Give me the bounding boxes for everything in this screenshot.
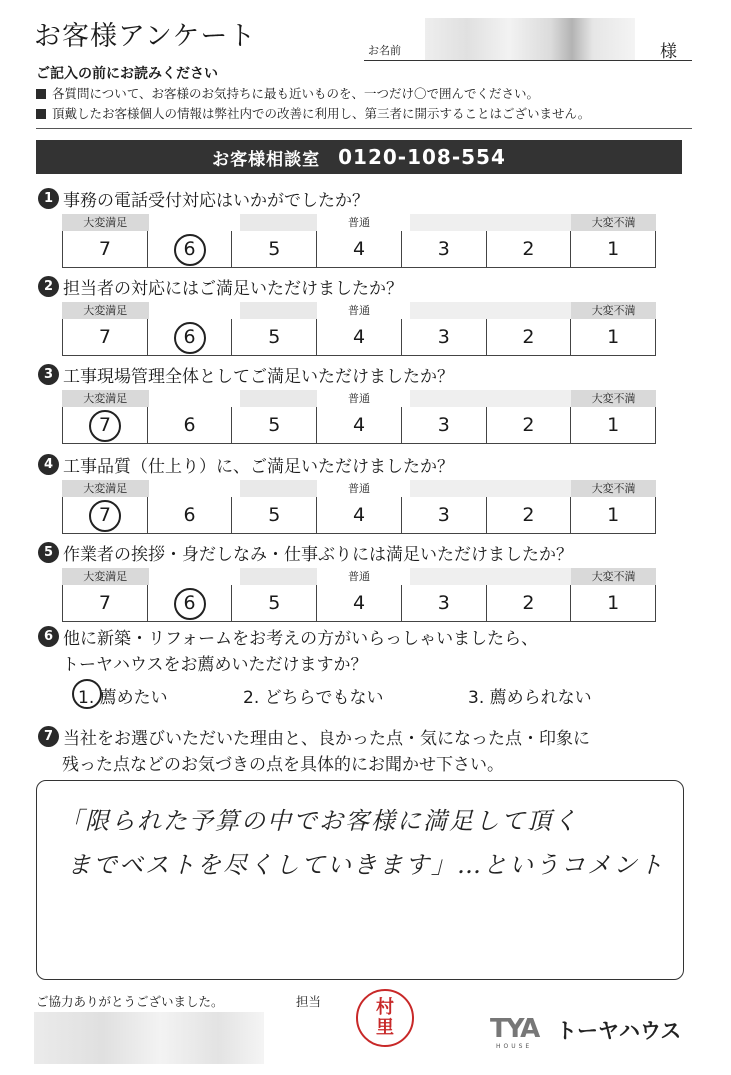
question-number-icon: 3 [38,364,59,385]
question-4-text: 工事品質（仕上り）に、ご満足いただけましたか？ [63,457,454,477]
scale-label-neutral: 普通 [347,482,370,495]
rating-option-3[interactable]: 3 [401,497,486,533]
rating-scale [62,300,656,356]
scale-shade-bar [240,214,316,231]
customer-service-banner [36,140,682,174]
redacted-area [34,1012,264,1064]
rating-option-5[interactable]: 5 [231,407,316,443]
rating-option-4[interactable]: 4 [316,497,401,533]
scale-shade-bar [410,302,571,319]
rating-option-4[interactable]: 4 [316,231,401,267]
scale-label-very-dissatisfied: 大変不満 [571,214,656,231]
scale-label-neutral: 普通 [347,304,370,317]
question-number-icon: 6 [38,626,59,647]
rating-scale [62,212,656,268]
circled-answer-mark [174,588,206,620]
question-5 [38,540,573,565]
question-2 [38,274,403,299]
rating-option-1[interactable]: 1 [570,319,656,355]
rating-option-2[interactable]: 2 [486,231,571,267]
logo-text: トーヤハウス [556,1019,682,1043]
rating-option-4[interactable]: 4 [316,407,401,443]
question-7 [38,724,590,749]
rating-cells [62,585,656,621]
scale-label-very-satisfied: 大変満足 [62,480,149,497]
rating-option-6[interactable]: 6 [147,407,232,443]
question-7-text: 当社をお選びいただいた理由と、良かった点・気になった点・印象に [63,729,590,749]
scale-label-very-dissatisfied: 大変不満 [571,302,656,319]
rating-option-2[interactable]: 2 [486,497,571,533]
scale-label-neutral: 普通 [347,216,370,229]
option-neutral[interactable]: 2. どちらでもない [243,688,384,708]
rating-option-3[interactable]: 3 [401,231,486,267]
rating-cells [62,231,656,267]
scale-label-very-satisfied: 大変満足 [62,214,149,231]
scale-label-very-satisfied: 大変満足 [62,390,149,407]
question-number-icon: 4 [38,454,59,475]
scale-label-very-satisfied: 大変満足 [62,568,149,585]
question-6-text: 他に新築・リフォームをお考えの方がいらっしゃいましたら、 [63,629,539,649]
rating-option-6[interactable]: 6 [147,497,232,533]
option-not-recommend[interactable]: 3. 薦められない [468,688,592,708]
circled-answer-mark [174,322,206,354]
scale-label-very-dissatisfied: 大変不満 [571,390,656,407]
rating-option-4[interactable]: 4 [316,319,401,355]
square-bullet-icon [36,89,46,99]
logo-mark: TYA HOUSE [490,1014,539,1050]
rating-option-1[interactable]: 1 [570,497,656,533]
instruction-note-1: 各質問について、お客様のお気持ちに最も近いものを、一つだけ〇で囲んでください。 [36,84,539,102]
rating-option-1[interactable]: 1 [570,407,656,443]
scale-label-very-dissatisfied: 大変不満 [571,568,656,585]
rating-option-5[interactable]: 5 [231,585,316,621]
scale-shade-bar [410,480,571,497]
scale-shade-bar [410,390,571,407]
rating-option-7[interactable]: 7 [62,319,147,355]
question-5-text: 作業者の挨拶・身だしなみ・仕事ぶりには満足いただけましたか？ [63,545,573,565]
scale-shade-bar [240,302,316,319]
rating-option-7[interactable]: 7 [62,585,147,621]
circled-answer-mark [89,410,121,442]
scale-shade-bar [240,480,316,497]
scale-label-neutral: 普通 [347,392,370,405]
option-recommend[interactable]: 1. 薦めたい [78,683,243,708]
question-4 [38,452,454,477]
rating-option-3[interactable]: 3 [401,585,486,621]
question-3-text: 工事現場管理全体としてご満足いただけましたか？ [63,367,454,387]
circled-answer-mark [174,234,206,266]
rating-scale [62,388,656,444]
rating-scale [62,478,656,534]
rating-option-7[interactable]: 7 [62,407,147,443]
rating-cells [62,319,656,355]
name-label: お名前 [368,44,401,57]
rating-option-3[interactable]: 3 [401,319,486,355]
thanks-message: ご協力ありがとうございました。 [36,994,224,1009]
question-6 [38,624,538,649]
scale-shade-bar [240,568,316,585]
rating-option-5[interactable]: 5 [231,231,316,267]
recommend-options [78,683,678,708]
rating-option-7[interactable]: 7 [62,231,147,267]
rating-option-3[interactable]: 3 [401,407,486,443]
rating-option-1[interactable]: 1 [570,585,656,621]
rating-option-4[interactable]: 4 [316,585,401,621]
instruction-note-2: 頂戴したお客様個人の情報は弊社内での改善に利用し、第三者に開示することはございません。 [36,104,590,122]
question-1-text: 事務の電話受付対応はいかがでしたか？ [63,191,369,211]
rating-option-5[interactable]: 5 [231,319,316,355]
circled-answer-mark [89,500,121,532]
scale-label-very-dissatisfied: 大変不満 [571,480,656,497]
rating-option-6[interactable]: 6 [147,585,232,621]
rating-option-2[interactable]: 2 [486,319,571,355]
divider [36,128,692,129]
question-1 [38,186,369,211]
banner-phone: 0120-108-554 [338,145,506,169]
rating-option-1[interactable]: 1 [570,231,656,267]
staff-seal-stamp: 村 里 [356,989,414,1047]
rating-option-2[interactable]: 2 [486,585,571,621]
rating-cells [62,497,656,533]
question-6-text-cont: トーヤハウスをお薦めいただけますか？ [62,655,368,675]
rating-option-6[interactable]: 6 [147,319,232,355]
name-suffix: 様 [660,42,677,62]
handwritten-comment-line-2: までベストを尽くしていきます」…というコメント [67,851,665,879]
rating-option-7[interactable]: 7 [62,497,147,533]
question-number-icon: 7 [38,726,59,747]
banner-label: お客様相談室 [212,149,321,170]
question-number-icon: 1 [38,188,59,209]
question-2-text: 担当者の対応にはご満足いただけましたか？ [63,279,403,299]
question-7-text-cont: 残った点などのお気づきの点を具体的にお聞かせ下さい。 [62,755,504,775]
rating-option-6[interactable]: 6 [147,231,232,267]
scale-shade-bar [410,568,571,585]
rating-option-2[interactable]: 2 [486,407,571,443]
instructions-heading: ご記入の前にお読みください [36,66,218,82]
scale-label-neutral: 普通 [347,570,370,583]
company-logo [490,1016,681,1050]
question-3 [38,362,454,387]
rating-cells [62,407,656,443]
rating-option-5[interactable]: 5 [231,497,316,533]
circled-answer-mark [72,679,102,709]
question-number-icon: 5 [38,542,59,563]
staff-label: 担当 [296,994,322,1009]
name-underline [364,60,692,61]
scale-label-very-satisfied: 大変満足 [62,302,149,319]
comment-box[interactable] [36,780,684,980]
name-field-redacted [425,18,635,60]
scale-shade-bar [240,390,316,407]
handwritten-comment-line-1: 「限られた予算の中でお客様に満足して頂く [59,807,579,835]
scale-shade-bar [410,214,571,231]
square-bullet-icon [36,109,46,119]
survey-title: お客様アンケート [34,21,257,52]
question-number-icon: 2 [38,276,59,297]
rating-scale [62,566,656,622]
